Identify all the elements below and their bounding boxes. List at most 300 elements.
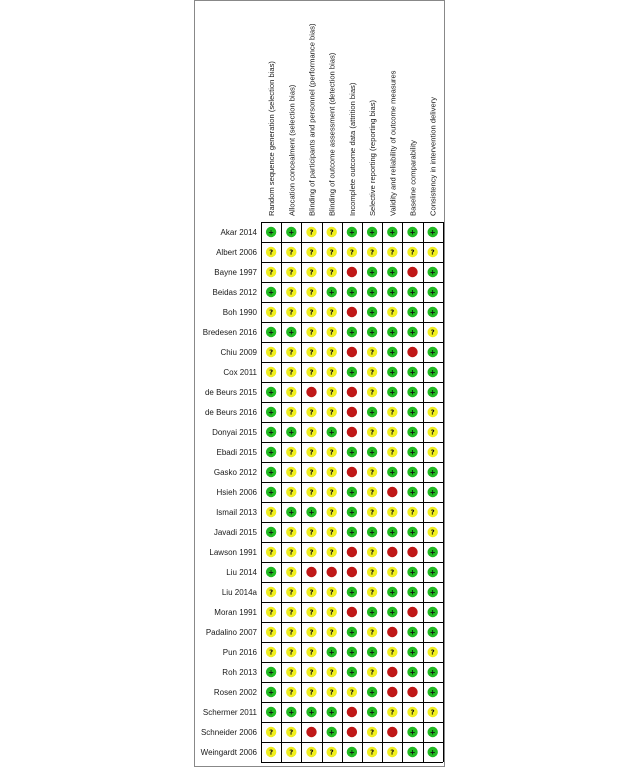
judgement-symbol: + [409,308,416,317]
judgement-symbol: + [369,708,376,717]
judgement-symbol: + [429,488,436,497]
judgement-symbol: + [409,328,416,337]
judgement-unclear [306,487,316,497]
judgement-unclear [306,687,316,697]
judgement-low [407,527,417,537]
judgement-symbol: ? [269,548,274,557]
judgement-low [327,427,337,437]
judgement-high [407,687,417,697]
judgement-symbol: + [409,528,416,537]
judgement-unclear [306,667,316,677]
judgement-symbol: ? [370,588,375,597]
judgement-unclear [407,507,417,517]
judgement-symbol: ? [430,508,435,517]
judgement-unclear [286,467,296,477]
judgement-symbol: + [288,328,295,337]
judgement-symbol: + [409,628,416,637]
study-label: Ismail 2013 [216,508,257,517]
judgement-dot [387,547,397,557]
judgement-symbol: + [348,288,355,297]
judgement-symbol: ? [309,628,314,637]
judgement-unclear [367,627,377,637]
judgement-unclear [327,547,337,557]
judgement-low [347,527,357,537]
judgement-symbol: ? [289,348,294,357]
judgement-unclear [327,467,337,477]
judgement-symbol: + [328,708,335,717]
judgement-unclear [286,747,296,757]
judgement-high [347,267,357,277]
judgement-symbol: + [369,288,376,297]
judgement-symbol: ? [430,328,435,337]
judgement-unclear [367,747,377,757]
judgement-unclear [306,327,316,337]
judgement-unclear [387,447,397,457]
judgement-symbol: + [268,528,275,537]
judgement-symbol: ? [269,748,274,757]
judgement-symbol: + [389,288,396,297]
judgement-symbol: + [308,708,315,717]
judgement-low [407,387,417,397]
judgement-symbol: + [409,368,416,377]
domain-header: Blinding of outcome assessment (detection bias) [327,52,337,216]
judgement-unclear [286,567,296,577]
judgement-low [428,567,438,577]
judgement-dot [347,707,357,717]
judgement-symbol: ? [289,528,294,537]
judgement-unclear [367,387,377,397]
judgement-symbol: + [369,228,376,237]
judgement-high [387,687,397,697]
judgement-symbol: ? [289,628,294,637]
study-label: Albert 2006 [216,248,257,257]
judgement-high [387,487,397,497]
domain-header: Blinding of participants and personnel (performance bias) [307,23,317,216]
judgement-unclear [286,627,296,637]
judgement-symbol: + [389,588,396,597]
judgement-unclear [428,407,438,417]
judgement-symbol: ? [370,388,375,397]
judgement-symbol: ? [410,248,415,257]
judgement-low [407,627,417,637]
judgement-symbol: ? [370,748,375,757]
judgement-symbol: ? [269,588,274,597]
judgement-symbol: + [369,648,376,657]
judgement-dot [347,607,357,617]
judgement-symbol: + [409,588,416,597]
judgement-unclear [286,347,296,357]
judgement-low [428,607,438,617]
domain-header: Validity and reliability of outcome measures [388,70,398,216]
judgement-unclear [327,527,337,537]
judgement-high [347,727,357,737]
judgement-symbol: ? [289,488,294,497]
judgement-symbol: ? [370,508,375,517]
judgement-low [347,647,357,657]
judgement-low [266,427,276,437]
judgement-symbol: + [409,728,416,737]
judgement-high [387,667,397,677]
judgement-symbol: + [409,668,416,677]
judgement-unclear [327,447,337,457]
judgement-symbol: ? [309,688,314,697]
judgement-unclear [387,507,397,517]
judgement-symbol: + [328,428,335,437]
judgement-symbol: + [389,228,396,237]
judgement-symbol: ? [289,368,294,377]
judgement-low [407,287,417,297]
judgement-symbol: ? [390,708,395,717]
judgement-dot [306,387,316,397]
judgement-symbol: + [348,488,355,497]
judgement-unclear [286,727,296,737]
judgement-unclear [327,267,337,277]
judgement-symbol: ? [309,348,314,357]
judgement-symbol: + [268,408,275,417]
judgement-symbol: ? [289,548,294,557]
judgement-symbol: ? [430,448,435,457]
judgement-low [266,387,276,397]
judgement-low [347,447,357,457]
judgement-symbol: ? [269,608,274,617]
judgement-symbol: + [328,648,335,657]
judgement-symbol: ? [329,248,334,257]
study-label: Akar 2014 [220,228,257,237]
judgement-low [407,407,417,417]
judgement-symbol: + [348,748,355,757]
judgement-symbol: ? [410,508,415,517]
judgement-low [387,347,397,357]
judgement-symbol: ? [289,568,294,577]
judgement-symbol: ? [370,368,375,377]
judgement-low [266,707,276,717]
judgement-symbol: ? [289,748,294,757]
judgement-symbol: ? [289,728,294,737]
judgement-symbol: + [268,468,275,477]
judgement-symbol: ? [329,328,334,337]
judgement-unclear [327,487,337,497]
judgement-low [367,607,377,617]
study-label: Rosen 2002 [213,688,257,697]
judgement-unclear [327,747,337,757]
judgement-cells [266,227,438,757]
judgement-symbol: ? [329,408,334,417]
judgement-dot [347,727,357,737]
judgement-unclear [347,687,357,697]
study-label: de Beurs 2015 [204,388,257,397]
judgement-symbol: + [429,748,436,757]
judgement-symbol: + [409,568,416,577]
judgement-high [407,607,417,617]
judgement-unclear [266,547,276,557]
judgement-unclear [367,667,377,677]
judgement-dot [347,347,357,357]
judgement-low [428,747,438,757]
judgement-symbol: ? [289,248,294,257]
judgement-unclear [367,587,377,597]
judgement-symbol: + [429,608,436,617]
judgement-symbol: + [369,448,376,457]
judgement-symbol: ? [309,748,314,757]
study-label: Padalino 2007 [205,628,257,637]
study-label: Donyai 2015 [212,428,257,437]
study-label: Boh 1990 [222,308,257,317]
judgement-low [367,647,377,657]
judgement-unclear [306,467,316,477]
judgement-low [428,587,438,597]
study-label: de Beurs 2016 [204,408,257,417]
judgement-symbol: ? [329,268,334,277]
judgement-symbol: + [389,348,396,357]
judgement-symbol: + [268,328,275,337]
judgement-unclear [286,607,296,617]
judgement-symbol: ? [289,268,294,277]
judgement-symbol: ? [269,728,274,737]
judgement-low [407,447,417,457]
judgement-low [286,507,296,517]
judgement-unclear [428,527,438,537]
judgement-symbol: ? [390,408,395,417]
judgement-symbol: ? [309,588,314,597]
judgement-unclear [347,247,357,257]
judgement-unclear [266,627,276,637]
study-label: Liu 2014 [226,568,257,577]
judgement-unclear [367,347,377,357]
judgement-unclear [407,247,417,257]
judgement-unclear [286,647,296,657]
judgement-low [286,227,296,237]
judgement-symbol: + [389,528,396,537]
judgement-unclear [266,727,276,737]
judgement-unclear [367,727,377,737]
judgement-unclear [387,647,397,657]
judgement-dot [407,347,417,357]
judgement-low [407,307,417,317]
judgement-symbol: ? [289,308,294,317]
judgement-low [407,427,417,437]
judgement-symbol: ? [370,348,375,357]
judgement-dot [347,547,357,557]
judgement-low [367,327,377,337]
judgement-high [347,347,357,357]
judgement-high [407,547,417,557]
judgement-unclear [428,707,438,717]
judgement-low [407,487,417,497]
judgement-dot [347,467,357,477]
judgement-symbol: + [369,308,376,317]
judgement-low [367,267,377,277]
judgement-low [407,367,417,377]
judgement-low [347,667,357,677]
judgement-unclear [327,687,337,697]
judgement-symbol: + [429,588,436,597]
judgement-low [387,267,397,277]
judgement-unclear [327,367,337,377]
judgement-unclear [428,647,438,657]
judgement-symbol: + [409,388,416,397]
judgement-dot [387,727,397,737]
judgement-symbol: + [348,528,355,537]
judgement-symbol: + [369,688,376,697]
judgement-symbol: + [429,548,436,557]
study-label: Bredesen 2016 [202,328,257,337]
judgement-unclear [286,367,296,377]
domain-header: Incomplete outcome data (attrition bias) [347,82,357,216]
judgement-dot [347,567,357,577]
judgement-symbol: + [409,228,416,237]
judgement-low [387,287,397,297]
study-label: Beidas 2012 [212,288,257,297]
judgement-dot [347,307,357,317]
judgement-unclear [286,267,296,277]
judgement-low [428,347,438,357]
judgement-unclear [327,587,337,597]
judgement-unclear [266,647,276,657]
judgement-symbol: + [429,388,436,397]
judgement-symbol: ? [329,688,334,697]
judgement-unclear [428,247,438,257]
study-label: Javadi 2015 [213,528,257,537]
judgement-symbol: + [268,668,275,677]
judgement-unclear [428,427,438,437]
judgement-low [407,667,417,677]
judgement-unclear [286,447,296,457]
judgement-symbol: + [268,688,275,697]
study-label: Cox 2011 [223,368,257,377]
judgement-unclear [327,347,337,357]
judgement-low [428,667,438,677]
judgement-symbol: + [429,468,436,477]
study-label: Roh 2013 [222,668,257,677]
judgement-low [428,627,438,637]
judgement-unclear [306,347,316,357]
judgement-low [387,527,397,537]
judgement-symbol: ? [309,328,314,337]
judgement-symbol: + [429,368,436,377]
study-label: Lawson 1991 [209,548,257,557]
judgement-symbol: + [268,428,275,437]
judgement-symbol: ? [309,668,314,677]
judgement-symbol: ? [370,628,375,637]
judgement-low [347,327,357,337]
judgement-low [428,227,438,237]
judgement-low [347,747,357,757]
judgement-low [407,567,417,577]
judgement-unclear [306,227,316,237]
judgement-symbol: + [429,668,436,677]
judgement-symbol: + [328,288,335,297]
judgement-symbol: ? [370,428,375,437]
judgement-low [428,487,438,497]
judgement-low [266,527,276,537]
judgement-symbol: ? [430,428,435,437]
judgement-low [407,227,417,237]
judgement-symbol: ? [289,588,294,597]
judgement-symbol: ? [289,388,294,397]
judgement-symbol: + [409,288,416,297]
judgement-symbol: ? [269,648,274,657]
judgement-symbol: ? [269,368,274,377]
judgement-symbol: ? [289,648,294,657]
judgement-symbol: ? [329,368,334,377]
judgement-symbol: ? [309,268,314,277]
judgement-symbol: ? [309,528,314,537]
judgement-unclear [327,327,337,337]
judgement-unclear [306,407,316,417]
judgement-symbol: ? [329,508,334,517]
judgement-symbol: ? [309,288,314,297]
judgement-symbol: + [389,388,396,397]
judgement-symbol: ? [289,288,294,297]
judgement-unclear [407,707,417,717]
judgement-unclear [266,507,276,517]
judgement-symbol: + [409,748,416,757]
judgement-unclear [306,587,316,597]
judgement-symbol: ? [309,448,314,457]
judgement-unclear [327,307,337,317]
judgement-dot [407,607,417,617]
judgement-unclear [306,607,316,617]
judgement-symbol: + [348,508,355,517]
judgement-low [387,587,397,597]
domain-headers [267,23,438,216]
judgement-symbol: ? [309,228,314,237]
judgement-unclear [327,607,337,617]
study-label: Gasko 2012 [213,468,257,477]
judgement-high [387,627,397,637]
study-label: Pun 2016 [222,648,257,657]
judgement-unclear [327,667,337,677]
judgement-symbol: ? [370,248,375,257]
judgement-symbol: ? [349,688,354,697]
judgement-low [428,387,438,397]
judgement-symbol: + [429,728,436,737]
judgement-unclear [286,287,296,297]
judgement-low [266,447,276,457]
judgement-low [387,227,397,237]
judgement-high [347,387,357,397]
judgement-symbol: + [429,568,436,577]
judgement-unclear [306,647,316,657]
judgement-symbol: + [409,428,416,437]
judgement-symbol: + [348,648,355,657]
judgement-symbol: + [429,288,436,297]
judgement-unclear [266,747,276,757]
judgement-symbol: ? [329,668,334,677]
judgement-symbol: + [389,328,396,337]
judgement-symbol: + [409,408,416,417]
judgement-unclear [387,307,397,317]
judgement-symbol: + [348,628,355,637]
judgement-low [327,647,337,657]
judgement-symbol: + [268,288,275,297]
judgement-unclear [286,547,296,557]
judgement-symbol: + [389,368,396,377]
judgement-symbol: ? [430,248,435,257]
judgement-dot [387,627,397,637]
judgement-dot [347,387,357,397]
judgement-symbol: ? [390,428,395,437]
judgement-low [347,287,357,297]
domain-header: Baseline comparability [408,140,418,216]
judgement-symbol: ? [329,608,334,617]
judgement-symbol: ? [390,508,395,517]
judgement-symbol: ? [269,628,274,637]
judgement-unclear [266,607,276,617]
judgement-unclear [327,507,337,517]
study-label: Bayne 1997 [214,268,257,277]
judgement-symbol: ? [390,448,395,457]
